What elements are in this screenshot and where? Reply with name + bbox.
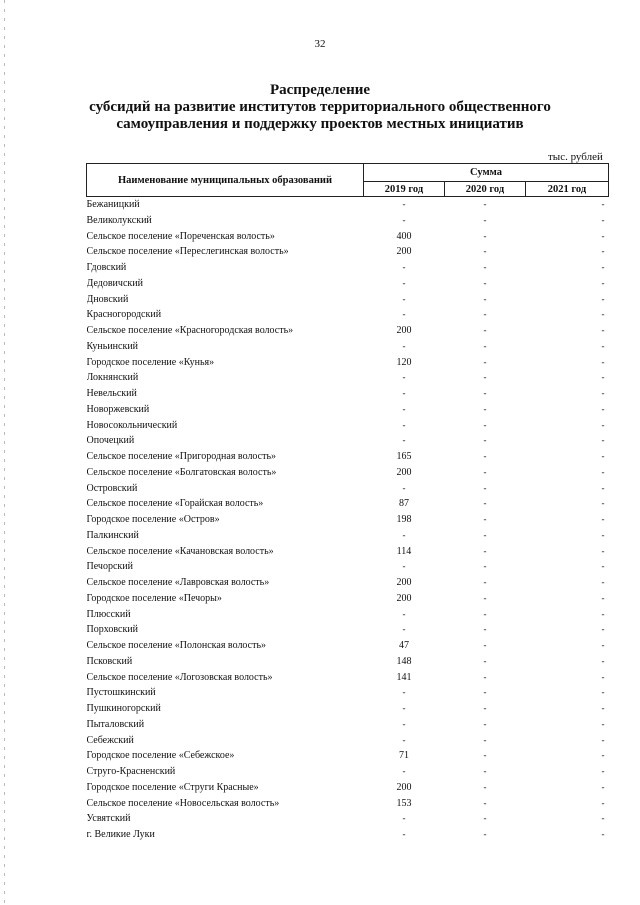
cell-2021: - [601, 277, 605, 288]
table-row [87, 733, 609, 749]
cell-2019: 153 [396, 797, 412, 809]
table-row [87, 433, 609, 449]
cell-2020: - [483, 246, 487, 257]
cell-2020: - [483, 372, 487, 383]
cell-2021: - [601, 577, 605, 587]
cell-2021: - [601, 829, 605, 839]
cell-2019: - [402, 277, 406, 288]
cell-2020: - [483, 199, 487, 209]
cell-name: Усвятский [86, 813, 131, 825]
title-line-2: субсидий на развитие институтов территориального общественного [89, 99, 551, 115]
cell-2020: - [483, 766, 487, 776]
table-row [87, 701, 609, 717]
table-row [87, 292, 609, 308]
cell-2021: - [601, 766, 605, 776]
cell-2021: - [601, 403, 605, 414]
cell-name: Порховский [86, 624, 139, 636]
cell-name: Городское поселение «Остров» [86, 514, 220, 525]
cell-name: Псковский [86, 655, 133, 667]
cell-2021: - [601, 419, 605, 430]
cell-name: Великолукский [86, 214, 152, 226]
table-row [87, 307, 609, 323]
cell-name: Сельское поселение «Качановская волость» [86, 545, 274, 557]
cell-2021: - [601, 262, 605, 272]
cell-2019: - [402, 561, 406, 572]
cell-2021: - [601, 671, 605, 682]
cell-name: Струго-Красненский [86, 766, 176, 777]
cell-2019: - [402, 403, 406, 414]
cell-2021: - [601, 356, 605, 367]
cell-2020: - [483, 687, 487, 698]
table-row [87, 717, 609, 733]
cell-2021: - [601, 797, 605, 808]
cell-2021: - [601, 734, 605, 745]
cell-name: Локнянский [86, 372, 139, 384]
cell-2019: - [402, 734, 406, 745]
cell-2021: - [601, 703, 605, 713]
cell-2020: - [483, 262, 487, 272]
cell-2019: - [402, 214, 406, 225]
cell-name: Куньинский [86, 340, 139, 352]
title-line-3: самоуправления и поддержку проектов местных инициатив [116, 116, 524, 132]
cell-2020: - [483, 608, 487, 619]
cell-2020: - [483, 640, 487, 650]
cell-2019: 71 [399, 750, 409, 762]
cell-2020: - [483, 277, 487, 288]
cell-2019: - [402, 199, 406, 209]
cell-2021: - [601, 592, 605, 603]
subsidy-table [86, 163, 609, 843]
cell-2021: - [601, 246, 605, 257]
table-row [87, 811, 609, 827]
cell-2019: 200 [396, 246, 412, 258]
cell-2019: - [402, 608, 406, 619]
scan-edge [4, 0, 5, 905]
cell-2019: 200 [396, 466, 412, 478]
table-row [87, 370, 609, 386]
cell-2019: 148 [396, 655, 412, 667]
cell-name: Себежский [86, 734, 134, 746]
cell-2020: - [483, 829, 487, 839]
cell-2019: - [402, 372, 406, 383]
cell-name: Опочецкий [86, 435, 135, 447]
cell-2019: - [402, 419, 406, 430]
table-row [87, 748, 609, 764]
cell-2020: - [483, 750, 487, 761]
table-row [87, 670, 609, 686]
cell-2020: - [483, 482, 487, 493]
cell-2020: - [483, 781, 487, 792]
cell-name: Сельское поселение «Болгатовская волость» [86, 466, 277, 478]
cell-2019: - [402, 435, 406, 446]
table-row [87, 575, 609, 591]
table-row [87, 827, 609, 843]
table-row [87, 544, 609, 560]
cell-name: Сельское поселение «Лавровская волость» [86, 577, 270, 588]
cell-2019: - [402, 703, 406, 713]
cell-2019: - [402, 262, 406, 272]
cell-2019: - [402, 624, 406, 635]
table-row [87, 465, 609, 481]
cell-name: Городское поселение «Печоры» [86, 592, 222, 604]
cell-2019: - [402, 293, 406, 304]
cell-2020: - [483, 451, 487, 461]
cell-2020: - [483, 734, 487, 745]
cell-2021: - [601, 482, 605, 493]
cell-2021: - [601, 529, 605, 540]
cell-2021: - [601, 325, 605, 335]
cell-2019: 200 [396, 577, 412, 588]
cell-2021: - [601, 466, 605, 477]
cell-2021: - [601, 451, 605, 461]
cell-2020: - [483, 214, 487, 225]
cell-2019: - [402, 340, 406, 351]
table-row [87, 402, 609, 418]
cell-2021: - [601, 293, 605, 304]
cell-2020: - [483, 813, 487, 824]
table-body [87, 197, 609, 843]
cell-name: Сельское поселение «Логозовская волость» [86, 671, 273, 683]
cell-2019: - [402, 529, 406, 540]
cell-2020: - [483, 419, 487, 430]
cell-2021: - [601, 750, 605, 761]
table-row [87, 276, 609, 292]
cell-2019: 200 [396, 592, 412, 604]
table-row [87, 654, 609, 670]
cell-name: Пустошкинский [86, 687, 156, 699]
table-row [87, 796, 609, 812]
table-row [87, 197, 609, 213]
table-row [87, 449, 609, 465]
cell-2019: 47 [399, 640, 409, 651]
cell-2021: - [601, 309, 605, 320]
table-row [87, 213, 609, 229]
cell-name: Пыталовский [86, 718, 145, 730]
cell-name: г. Великие Луки [86, 829, 155, 840]
cell-2019: - [402, 813, 406, 824]
cell-2020: - [483, 561, 487, 572]
cell-2021: - [601, 514, 605, 524]
table-row [87, 685, 609, 701]
cell-2021: - [601, 199, 605, 209]
cell-name: Плюсский [86, 608, 131, 620]
table-row [87, 607, 609, 623]
cell-2019: - [402, 309, 406, 320]
cell-2020: - [483, 671, 487, 682]
cell-2020: - [483, 577, 487, 587]
table-row [87, 780, 609, 796]
cell-name: Сельское поселение «Пореченская волость» [86, 230, 275, 242]
table-row [87, 481, 609, 497]
cell-2020: - [483, 797, 487, 808]
cell-name: Городское поселение «Струги Красные» [86, 781, 259, 793]
cell-2020: - [483, 403, 487, 414]
cell-2019: 141 [396, 671, 412, 683]
cell-2020: - [483, 718, 487, 729]
column-header-2019: 2019 год [364, 182, 445, 197]
cell-name: Городское поселение «Кунья» [86, 356, 215, 368]
cell-2020: - [483, 703, 487, 713]
cell-name: Новоржевский [86, 403, 150, 415]
cell-2020: - [483, 592, 487, 603]
table-row [87, 418, 609, 434]
cell-2020: - [483, 514, 487, 524]
cell-2019: 198 [396, 514, 412, 525]
table-row [87, 622, 609, 638]
cell-2019: 87 [399, 498, 409, 510]
table-row [87, 591, 609, 607]
cell-2021: - [601, 435, 605, 446]
cell-2020: - [483, 356, 487, 367]
cell-2020: - [483, 293, 487, 304]
cell-2020: - [483, 624, 487, 635]
cell-2019: 120 [396, 356, 412, 368]
cell-2019: - [402, 388, 406, 398]
cell-2020: - [483, 655, 487, 666]
cell-name: Сельское поселение «Новосельская волость» [86, 797, 280, 809]
unit-label: тыс. рублей [548, 151, 603, 163]
title-line-1: Распределение [269, 82, 371, 98]
cell-name: Сельское поселение «Полонская волость» [86, 640, 267, 651]
cell-2019: 200 [396, 781, 412, 793]
cell-name: Невельский [86, 388, 137, 399]
cell-name: Пушкиногорский [86, 703, 161, 714]
cell-2021: - [601, 388, 605, 398]
cell-name: Бежаницкий [86, 199, 140, 210]
cell-2020: - [483, 545, 487, 556]
cell-2021: - [601, 655, 605, 666]
cell-name: Дновский [86, 293, 129, 305]
table-row [87, 559, 609, 575]
cell-2021: - [601, 545, 605, 556]
cell-name: Островский [86, 482, 138, 494]
cell-2020: - [483, 435, 487, 446]
cell-2021: - [601, 624, 605, 635]
cell-name: Сельское поселение «Пригородная волость» [86, 451, 277, 462]
column-header-sum: Сумма [364, 164, 609, 182]
cell-2021: - [601, 640, 605, 650]
column-header-2021: 2021 год [526, 182, 609, 197]
table-row [87, 512, 609, 528]
cell-2020: - [483, 466, 487, 477]
cell-2021: - [601, 781, 605, 792]
table-row [87, 528, 609, 544]
cell-name: Сельское поселение «Переслегинская волость» [86, 246, 289, 258]
cell-2020: - [483, 529, 487, 540]
cell-2019: - [402, 718, 406, 729]
cell-2021: - [601, 230, 605, 241]
cell-name: Красногородский [86, 309, 162, 321]
cell-2019: - [402, 482, 406, 493]
cell-2021: - [601, 608, 605, 619]
cell-2021: - [601, 561, 605, 572]
cell-2021: - [601, 813, 605, 824]
table-row [87, 244, 609, 260]
cell-name: Гдовский [86, 262, 127, 273]
cell-2021: - [601, 214, 605, 225]
cell-name: Сельское поселение «Горайская волость» [86, 498, 264, 510]
cell-2019: 165 [396, 451, 412, 462]
cell-2020: - [483, 498, 487, 509]
cell-2019: 400 [396, 230, 412, 242]
cell-2020: - [483, 340, 487, 351]
cell-2019: 114 [396, 545, 412, 557]
table-row [87, 386, 609, 402]
table-row [87, 323, 609, 339]
table-row [87, 638, 609, 654]
cell-2019: - [402, 687, 406, 698]
cell-2020: - [483, 325, 487, 335]
cell-2019: 200 [396, 325, 412, 336]
table-row [87, 355, 609, 371]
cell-2021: - [601, 340, 605, 351]
cell-name: Палкинский [86, 529, 139, 541]
cell-name: Городское поселение «Себежское» [86, 750, 235, 762]
table-row [87, 260, 609, 276]
cell-name: Печорский [86, 561, 133, 573]
table-row [87, 764, 609, 780]
table-row [87, 339, 609, 355]
cell-2019: - [402, 829, 406, 839]
cell-name: Новосокольнический [86, 419, 178, 431]
cell-2019: - [402, 766, 406, 776]
cell-2020: - [483, 309, 487, 320]
table-row [87, 496, 609, 512]
cell-2020: - [483, 230, 487, 241]
cell-name: Сельское поселение «Красногородская волость» [86, 325, 294, 336]
column-header-2020: 2020 год [445, 182, 526, 197]
cell-2020: - [483, 388, 487, 398]
page-number: 32 [314, 38, 326, 50]
cell-name: Дедовичский [86, 277, 143, 289]
cell-2021: - [601, 372, 605, 383]
table-row [87, 229, 609, 245]
column-header-name: Наименование муниципальных образований [87, 164, 364, 197]
cell-2021: - [601, 718, 605, 729]
cell-2021: - [601, 498, 605, 509]
cell-2021: - [601, 687, 605, 698]
document-title [0, 82, 640, 133]
